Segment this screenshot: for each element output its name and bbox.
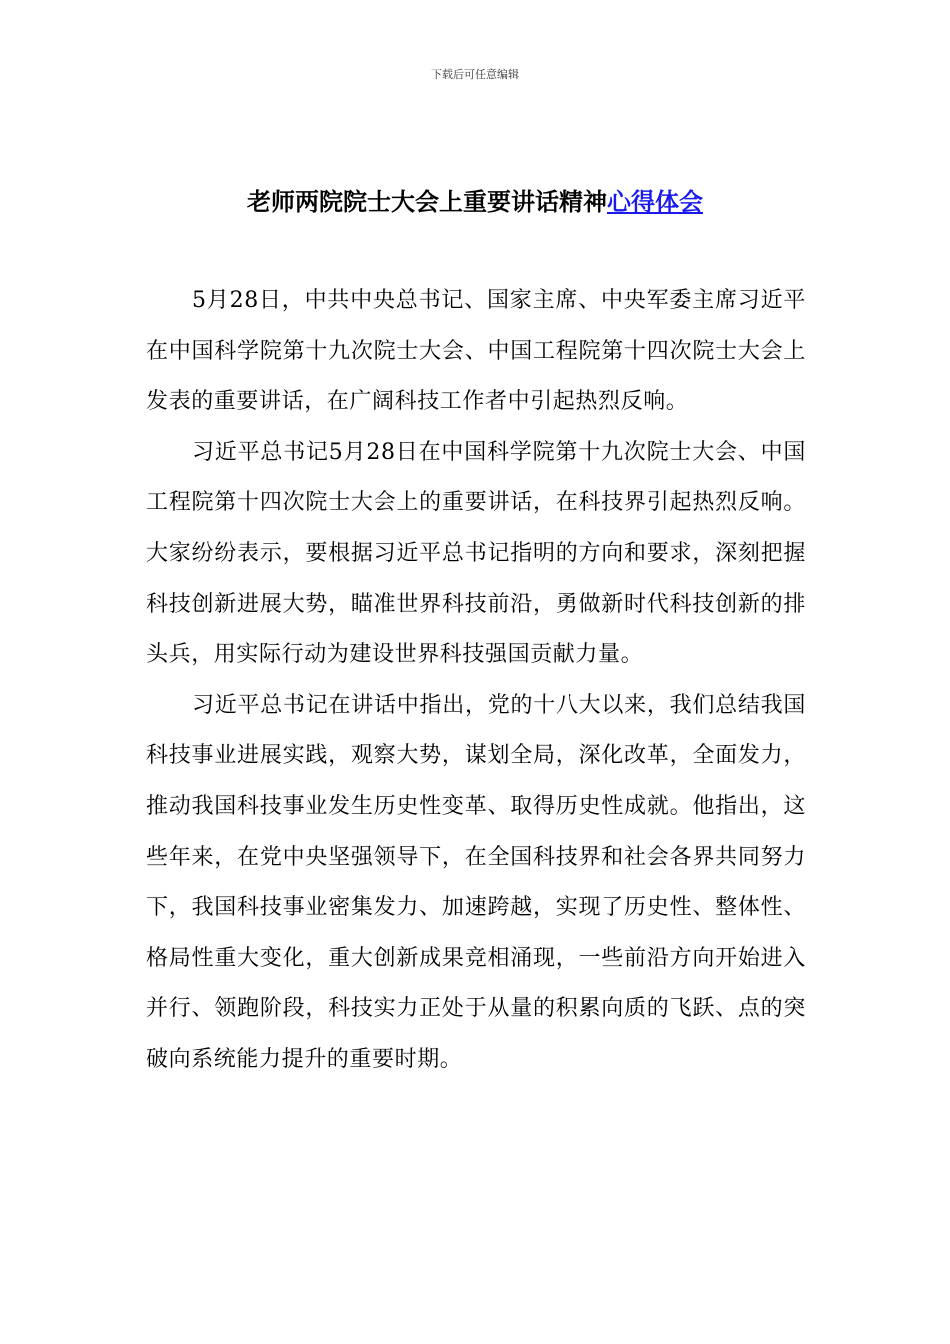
- document-body: [146, 276, 806, 1086]
- paragraph-3: 习近平总书记在讲话中指出，党的十八大以来，我们总结我国科技事业进展实践，观察大势，谋划全局，深化改革，全面发力，推动我国科技事业发生历史性变革、取得历史性成就。他指出，这些年来，在党中央坚强领导下，在全国科技界和社会各界共同努力下，我国科技事业密集发力、加速跨越，实现了历史性、整体性、格局性重大变化，重大创新成果竞相涌现，一些前沿方向开始进入并行、领跑阶段，科技实力正处于从量的积累向质的飞跃、点的突破向系统能力提升的重要时期。: [146, 692, 806, 1072]
- header-note: 下载后可任意编辑: [431, 68, 519, 81]
- paragraph-1: 5月28日，中共中央总书记、国家主席、中央军委主席习近平在中国科学院第十九次院士大会、中国工程院第十四次院士大会上发表的重要讲话，在广阔科技工作者中引起热烈反响。: [146, 288, 806, 415]
- paragraph-2: 习近平总书记5月28日在中国科学院第十九次院士大会、中国工程院第十四次院士大会上的重要讲话，在科技界引起热烈反响。大家纷纷表示，要根据习近平总书记指明的方向和要求，深刻把握科技创新进展大势，瞄准世界科技前沿，勇做新时代科技创新的排头兵，用实际行动为建设世界科技强国贡献力量。: [146, 439, 806, 668]
- title-link[interactable]: 心得体会: [607, 187, 703, 216]
- title-text: 老师两院院士大会上重要讲话精神: [247, 187, 607, 216]
- document-title: [0, 184, 950, 220]
